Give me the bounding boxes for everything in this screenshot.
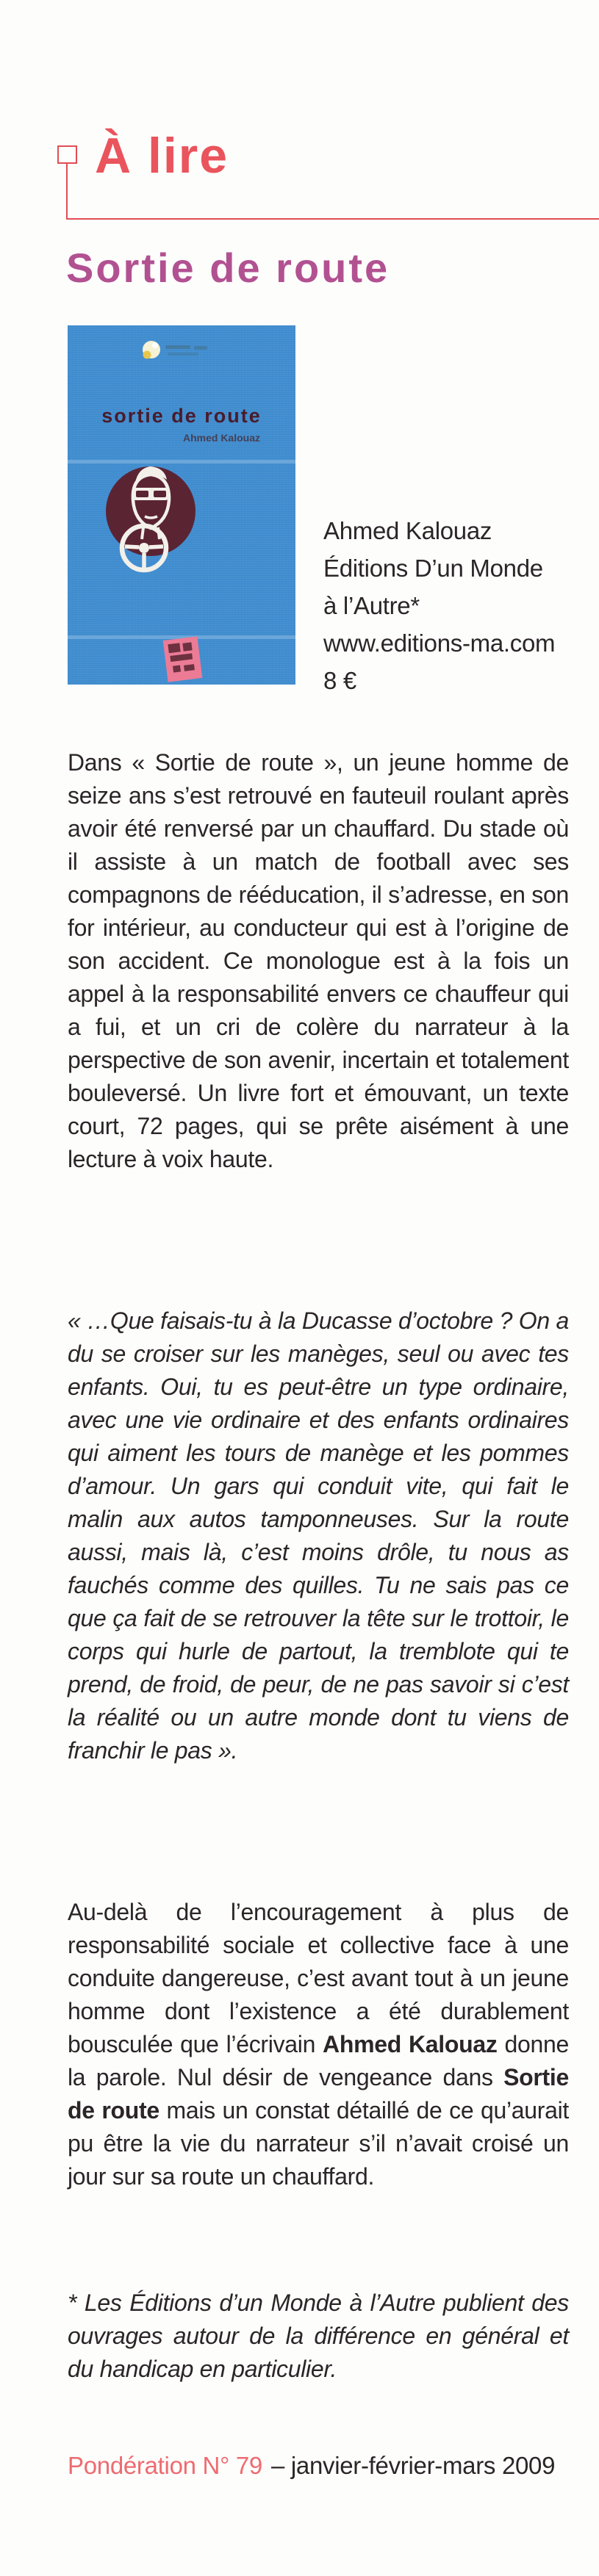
review-intro-paragraph: Dans « Sortie de route », un jeune homme de seize ans s’est retrouvé en fauteuil roulant après avoir été renversé par un chauffard. Du stade où il assiste à un match de football avec ses compagnons de rééducation, il s’adresse, en son for intérieur, au conducteur qui est à l’origine de son accident. Ce monologue est à la fois un appel à la responsabilité envers ce chauffeur qui a fui, et un cri de colère du narrateur à la perspective de son avenir, incertain et totalement bouleversé. Un livre fort et émouvant, un texte court, 72 pages, qui se prête aisément à une lecture à voix haute. xyxy=(68,749,569,1172)
issue-date: – janvier-février-mars 2009 xyxy=(270,2452,556,2479)
sticker-mark xyxy=(184,664,195,671)
library-sticker xyxy=(163,636,203,682)
article-title: Sortie de route xyxy=(66,245,390,291)
sticker-mark xyxy=(168,643,180,653)
sticker-mark xyxy=(182,642,192,651)
sticker-mark xyxy=(173,665,181,672)
cover-author: Ahmed Kalouaz xyxy=(182,432,260,444)
analysis-text: mais un constat détaillé de ce qu’aurait pu être la vie du narrateur s’il n’avait croisé un jour sur sa route un chauffard. xyxy=(68,2097,570,2190)
publisher-logo-icon xyxy=(143,341,207,359)
section-title: À lire xyxy=(95,128,229,184)
header-rule-horizontal xyxy=(66,218,599,220)
cover-illustration xyxy=(68,325,295,685)
header-rule-vertical xyxy=(66,164,68,220)
section-marker-square xyxy=(57,145,77,164)
book-info-author: Ahmed Kalouaz xyxy=(323,517,492,544)
journal-reference: Pondération N° 79 xyxy=(68,2452,262,2479)
analysis-text: donne la parole. Nul désir de vengeance dans xyxy=(68,2031,569,2090)
review-footnote: * Les Éditions d’un Monde à l’Autre publient des ouvrages autour de la différence en général et du handicap en particulier. xyxy=(68,2290,569,2382)
book-info-price: 8 € xyxy=(323,667,356,694)
analysis-text: Au-delà de l’encouragement à plus de responsabilité sociale et collective face à une conduite dangereuse, c’est avant tout à un jeune homme dont l’existence a été durablement bousculée que l’écrivain xyxy=(68,1899,569,2057)
cover-title: sortie de route xyxy=(101,405,262,427)
driver-circle-illustration xyxy=(106,466,196,570)
book-info-publisher-line2: à l’Autre* xyxy=(323,592,420,619)
book-cover xyxy=(68,325,295,685)
analysis-booktitle-bold: Sortie de route xyxy=(68,2064,569,2124)
book-info xyxy=(323,512,577,699)
review-quote-paragraph: « …Que faisais-tu à la Ducasse d’octobre ? On a du se croiser sur les manèges, seul ou avec tes enfants. Oui, tu es peut-être un type ordinaire, avec une vie ordinaire et des enfants ordinaires qui aiment les tours de manège et les pommes d’amour. Un gars qui conduit vite, qui fait le malin aux autos tamponneuses. Sur la route aussi, mais là, c’est moins drôle, tu nous as fauchés comme des quilles. Tu ne sais pas ce que ça fait de se retrouver la tête sur le trottoir, le corps qui hurle de partout, la tremblote qui te prend, de froid, de peur, de ne pas savoir si c’est la réalité ou un autre monde dont tu viens de franchir le pas ». xyxy=(68,1307,569,1764)
sticker-mark xyxy=(170,653,193,662)
analysis-author-bold: Ahmed Kalouaz xyxy=(323,2031,498,2057)
page-footer xyxy=(68,2451,582,2481)
book-info-publisher-line1: Éditions D’un Monde xyxy=(323,555,543,582)
review-analysis-paragraph xyxy=(68,1896,569,2193)
book-info-website: www.editions-ma.com xyxy=(323,629,556,657)
